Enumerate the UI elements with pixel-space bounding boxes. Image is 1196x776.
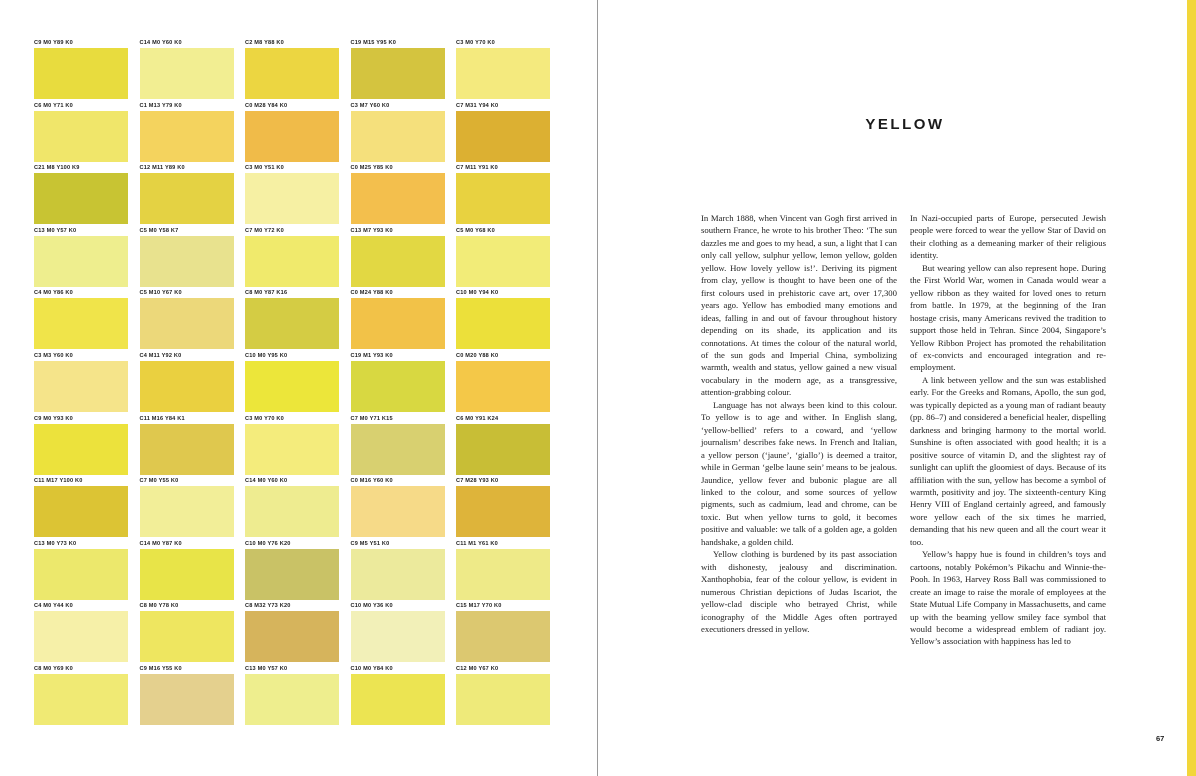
body-paragraph: Yellow clothing is burdened by its past association with dishonesty, jealousy and discrimination. Xanthophobia, fear of the colour yellow, is evident in numerous Christian depictions of Judas Iscariot, the yellow-clad disciple who betrayed Christ, while iconography of the Middle Ages often portrayed executioners dressed in yellow. [701, 549, 897, 634]
swatch-label: C6 M0 Y91 K24 [456, 415, 499, 422]
color-swatch [34, 601, 128, 662]
left-page [0, 0, 597, 776]
swatch-chip [140, 111, 234, 162]
swatch-label: C10 M0 Y36 K0 [350, 603, 393, 610]
color-swatch [34, 664, 128, 725]
swatch-label: C0 M25 Y85 K0 [350, 165, 393, 172]
swatch-chip [140, 236, 234, 287]
color-swatch [245, 101, 339, 162]
swatch-chip [140, 424, 234, 475]
color-swatch [351, 288, 445, 349]
color-swatch [140, 414, 234, 475]
swatch-label: C9 M0 Y93 K0 [34, 415, 73, 422]
swatch-chip [456, 674, 550, 725]
swatch-chip [351, 486, 445, 537]
swatch-chip [245, 549, 339, 600]
color-swatch [245, 226, 339, 287]
color-swatch [456, 288, 550, 349]
swatch-chip [351, 424, 445, 475]
swatch-label: C4 M0 Y44 K0 [34, 603, 73, 610]
swatch-label: C7 M0 Y72 K0 [245, 227, 284, 234]
swatch-chip [245, 611, 339, 662]
swatch-label: C10 M0 Y95 K0 [245, 353, 288, 359]
swatch-chip [456, 236, 550, 287]
swatch-chip [245, 111, 339, 162]
color-swatch [34, 226, 128, 287]
color-swatch [245, 288, 339, 349]
swatch-chip [34, 674, 128, 725]
swatch-label: C2 M8 Y88 K0 [245, 40, 284, 46]
swatch-chip [140, 486, 234, 537]
swatch-chip [140, 549, 234, 600]
right-page [598, 0, 1196, 776]
color-swatch [140, 601, 234, 662]
body-paragraph: Language has not always been kind to this colour. To yellow is to age and wither. In English slang, ‘yellow-bellied’ refers to a coward, and ‘yellow journalism’ describes fake news. In French and Italian, a yellow person (‘jaune’, ‘giallo’) is deemed a traitor, while in German ‘gelbe laune sein’ means to be jealous. Jaundice, yellow fever and bubonic plague are all linked to the colour, and some sources of yellow pigments, such as cadmium, lead and chrome, can be toxic. But when yellow turns to gold, it becomes positive and valuable: we talk of a golden age, a golden handshake, a golden child. [701, 399, 897, 547]
color-swatch [456, 664, 550, 725]
swatch-chip [456, 111, 550, 162]
swatch-label: C21 M8 Y100 K9 [34, 165, 80, 172]
color-swatch [245, 351, 339, 412]
swatch-chip [456, 424, 550, 475]
color-swatch [140, 101, 234, 162]
swatch-chip [140, 674, 234, 725]
swatch-label: C12 M0 Y67 K0 [456, 666, 499, 672]
swatch-chip [351, 48, 445, 99]
swatch-label: C7 M28 Y93 K0 [456, 478, 499, 485]
swatch-chip [245, 173, 339, 224]
swatch-chip [34, 173, 128, 224]
swatch-chip [351, 674, 445, 725]
swatch-label: C14 M0 Y87 K0 [139, 540, 182, 547]
swatch-chip [456, 486, 550, 537]
color-swatch [351, 601, 445, 662]
color-swatch [34, 476, 128, 537]
swatch-label: C3 M0 Y70 K0 [245, 415, 284, 422]
swatch-label: C14 M0 Y60 K0 [139, 40, 182, 46]
swatch-chip [34, 236, 128, 287]
swatch-label: C5 M10 Y67 K0 [139, 290, 182, 297]
color-swatch [34, 351, 128, 412]
color-swatch [34, 539, 128, 600]
color-swatch [456, 163, 550, 224]
color-swatch [140, 38, 234, 99]
swatch-chip [456, 173, 550, 224]
swatch-chip [351, 236, 445, 287]
color-swatch [140, 226, 234, 287]
swatch-chip [456, 361, 550, 412]
swatch-chip [140, 298, 234, 349]
color-swatch [245, 38, 339, 99]
swatch-chip [34, 424, 128, 475]
color-swatch [34, 288, 128, 349]
body-paragraph: But wearing yellow can also represent hope. During the First World War, women in Canada would wear a yellow ribbon as they waited for loved ones to return from battle. In 1979, at the beginning of the Iran hostage crisis, many Americans revived the tradition to support those held in Tehran. Since 2004, Singapore’s Yellow Ribbon Project has promoted the rehabilitation of ex-convicts and encouraged integration and re-employment. [910, 262, 1106, 373]
swatch-label: C5 M0 Y58 K7 [139, 227, 179, 234]
swatch-chip [456, 611, 550, 662]
color-swatch [245, 539, 339, 600]
swatch-label: C13 M0 Y57 K0 [34, 227, 77, 234]
swatch-label: C5 M0 Y68 K0 [456, 227, 495, 234]
swatch-label: C7 M0 Y55 K0 [139, 478, 179, 485]
swatch-label: C1 M13 Y79 K0 [139, 102, 182, 109]
swatch-chip [34, 361, 128, 412]
text-column-1 [701, 212, 897, 635]
swatch-chip [140, 173, 234, 224]
swatch-chip [34, 298, 128, 349]
color-swatch [351, 664, 445, 725]
swatch-label: C10 M0 Y76 K20 [245, 540, 291, 547]
swatch-chip [245, 298, 339, 349]
swatch-label: C0 M16 Y60 K0 [350, 478, 393, 485]
swatch-label: C10 M0 Y94 K0 [456, 290, 499, 297]
color-swatch [351, 414, 445, 475]
swatch-label: C8 M0 Y87 K16 [245, 290, 288, 297]
swatch-chip [140, 361, 234, 412]
swatch-label: C10 M0 Y84 K0 [350, 666, 393, 672]
color-swatch [351, 539, 445, 600]
swatch-chip [456, 549, 550, 600]
body-paragraph: In March 1888, when Vincent van Gogh first arrived in southern France, he wrote to his brother Theo: ‘The sun dazzles me and goes to my head, a sun, a light that I can only call yellow, sulphur yellow, lemon yellow, golden yellow. How lovely yellow is!’. Deriving its pigment from clay, yellow is thought to have been one of the first colours used in prehistoric cave art, over 17,300 years ago. Yellow has embodied many emotions and ideas, falling in and out of favour throughout history depending on its shade, its application and its connotations. At times the colour of the natural world, of the sun gods and Imperial China, symbolizing warmth, wealth and status, yellow gained a new visual vocabulary in the modern age, as a transgressive, attention-grabbing colour. [701, 213, 897, 398]
swatch-label: C8 M0 Y69 K0 [34, 666, 73, 672]
color-swatch [456, 476, 550, 537]
swatch-label: C19 M1 Y93 K0 [350, 353, 393, 359]
swatch-chip [351, 361, 445, 412]
page-number: 67 [1156, 734, 1165, 743]
color-swatch [245, 414, 339, 475]
swatch-chip [351, 611, 445, 662]
color-swatch [140, 664, 234, 725]
color-swatch [140, 288, 234, 349]
swatch-label: C12 M11 Y89 K0 [139, 165, 185, 172]
swatch-chip [34, 486, 128, 537]
swatch-chip [456, 298, 550, 349]
text-column-2 [910, 212, 1106, 648]
color-swatch [456, 351, 550, 412]
swatch-chip [245, 361, 339, 412]
color-swatch [140, 539, 234, 600]
swatch-label: C4 M0 Y86 K0 [34, 290, 73, 297]
swatch-label: C3 M7 Y60 K0 [350, 102, 390, 109]
swatch-label: C8 M0 Y78 K0 [139, 603, 179, 610]
body-paragraph: A link between yellow and the sun was established early. For the Greeks and Romans, Apollo, the sun god, was typically depicted as a young man of radiant beauty (pp. 86–7) and considered a beneficial healer, dispelling darkness and bringing harmony to the mortal world. Sunshine is often associated with good health; it is a positive source of vitamin D, and the slightest ray of sunlight can uplift the gloomiest of days. Because of its affiliation with the sun, yellow has become a symbol of warmth, positivity and joy. The sixteenth-century King Henry VIII of England certainly agreed, and famously wore yellow each of the six times he married, demanding that his new queen and all the court wear it too. [910, 374, 1106, 547]
swatch-label: C8 M32 Y73 K20 [245, 603, 291, 610]
swatch-label: C13 M0 Y57 K0 [245, 666, 288, 672]
color-swatch [456, 101, 550, 162]
swatch-chip [456, 48, 550, 99]
swatch-label: C11 M17 Y100 K0 [34, 478, 83, 485]
swatch-label: C7 M11 Y91 K0 [456, 165, 498, 172]
swatch-chip [245, 48, 339, 99]
swatch-label: C3 M0 Y70 K0 [456, 40, 495, 46]
body-paragraph: Yellow’s happy hue is found in children’s toys and cartoons, notably Pokémon’s Pikachu and Winnie-the-Pooh. In 1963, Harvey Ross Ball was commissioned to create an image to raise the morale of employees at the State Mutual Life Company in Massachusetts, and came up with the beaming yellow smiley face symbol that would become a widespread emblem of radiant joy. Yellow’s association with happiness has led to [910, 549, 1106, 647]
color-swatch [34, 163, 128, 224]
swatch-chip [351, 173, 445, 224]
swatch-label: C6 M0 Y71 K0 [34, 102, 73, 109]
swatch-label: C19 M15 Y95 K0 [350, 40, 397, 46]
color-swatch [351, 163, 445, 224]
swatch-label: C9 M5 Y51 K0 [350, 540, 390, 547]
swatch-label: C0 M28 Y84 K0 [245, 102, 288, 109]
color-swatch [140, 351, 234, 412]
swatch-chip [351, 111, 445, 162]
color-swatch [34, 414, 128, 475]
color-swatch [245, 163, 339, 224]
swatch-label: C3 M3 Y60 K0 [34, 353, 73, 359]
color-swatch [351, 476, 445, 537]
swatch-chip [245, 424, 339, 475]
swatch-label: C11 M1 Y61 K0 [456, 540, 498, 547]
color-swatch [140, 476, 234, 537]
chapter-title: YELLOW [865, 116, 945, 133]
color-swatch [245, 476, 339, 537]
swatch-label: C11 M16 Y84 K1 [139, 415, 185, 422]
swatch-chip [245, 674, 339, 725]
color-swatch [456, 38, 550, 99]
color-swatch [351, 38, 445, 99]
swatch-chip [351, 549, 445, 600]
swatch-chip [351, 298, 445, 349]
swatch-chip [245, 236, 339, 287]
swatch-label: C7 M31 Y94 K0 [456, 102, 499, 109]
swatch-label: C15 M17 Y70 K0 [456, 603, 502, 610]
swatch-chip [34, 549, 128, 600]
yellow-edge-strip [1187, 0, 1196, 776]
swatch-chip [140, 48, 234, 99]
color-swatch [34, 38, 128, 99]
swatch-label: C3 M0 Y51 K0 [245, 165, 284, 172]
swatch-chip [140, 611, 234, 662]
color-swatch [140, 163, 234, 224]
swatch-label: C0 M20 Y88 K0 [456, 353, 499, 359]
color-swatch [245, 601, 339, 662]
color-swatch [351, 351, 445, 412]
swatch-label: C7 M0 Y71 K15 [350, 415, 393, 422]
swatch-label: C14 M0 Y60 K0 [245, 478, 288, 485]
swatch-label: C9 M0 Y89 K0 [34, 40, 73, 46]
swatch-label: C0 M24 Y88 K0 [350, 290, 393, 297]
color-swatch [456, 601, 550, 662]
swatch-chip [34, 611, 128, 662]
color-swatch [351, 101, 445, 162]
swatch-label: C13 M0 Y73 K0 [34, 540, 77, 547]
color-swatch [245, 664, 339, 725]
color-swatch [456, 414, 550, 475]
color-swatch [456, 226, 550, 287]
swatch-label: C9 M16 Y55 K0 [139, 666, 182, 672]
body-paragraph: In Nazi-occupied parts of Europe, persecuted Jewish people were forced to wear the yellow Star of David on their clothing as a demeaning marker of their religious identity. [910, 213, 1106, 261]
swatch-label: C4 M11 Y92 K0 [139, 353, 182, 359]
swatch-chip [34, 48, 128, 99]
swatch-chip [245, 486, 339, 537]
swatch-chip [34, 111, 128, 162]
color-swatch [456, 539, 550, 600]
swatch-label: C13 M7 Y93 K0 [350, 227, 393, 234]
color-swatch [351, 226, 445, 287]
color-swatch [34, 101, 128, 162]
